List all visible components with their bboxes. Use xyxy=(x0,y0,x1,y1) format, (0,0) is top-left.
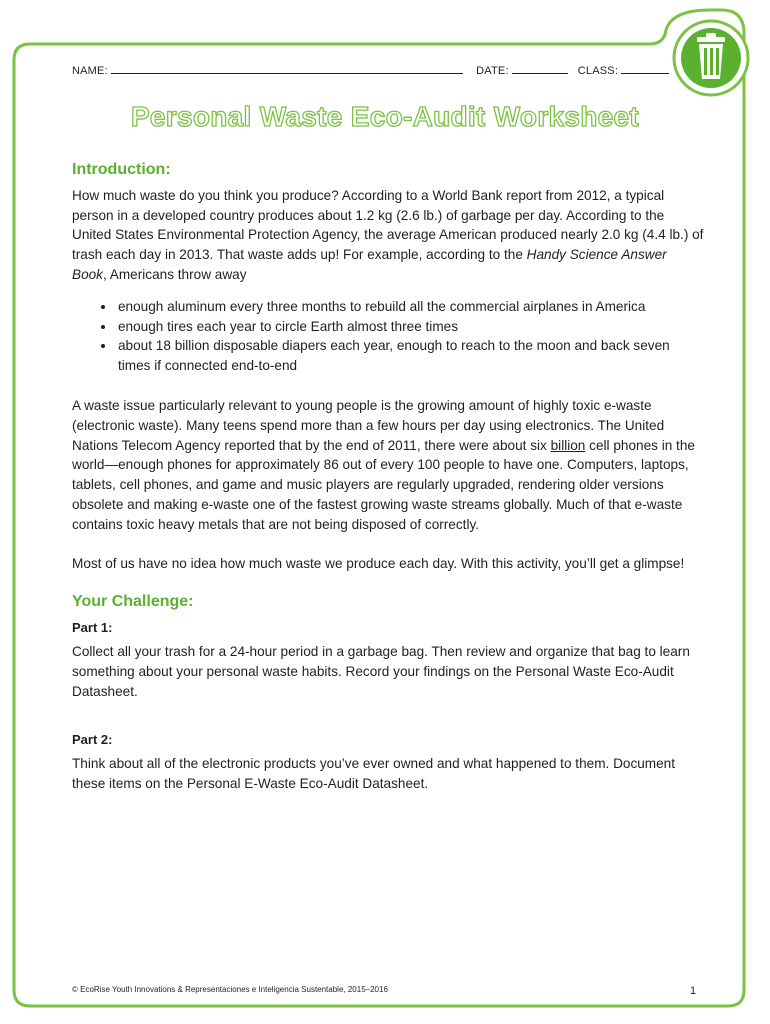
class-field[interactable] xyxy=(621,63,669,74)
page-number: 1 xyxy=(690,985,697,997)
ewaste-text-a: A waste issue particularly relevant to young people is the growing amount of highly toxic e-waste (electronic waste). Many teens spend more than a few hours per day using electronics. The United Nations Telecom Agency reported that by the end of 2011, there were about six xyxy=(72,397,665,453)
list-item: • about 18 billion disposable diapers each year, enough to reach to the moon and back seven times if connected end-to-end xyxy=(116,336,704,376)
copyright-footer: © EcoRise Youth Innovations & Representaciones e Inteligencia Sustentable, 2015–2016 xyxy=(72,985,388,994)
date-label: DATE: xyxy=(476,65,509,77)
intro-text-b: , Americans throw away xyxy=(102,266,247,282)
intro-paragraph xyxy=(72,186,704,285)
introduction-heading: Introduction: xyxy=(72,161,171,178)
trash-can-icon xyxy=(674,21,748,95)
part2-label: Part 2: xyxy=(72,732,113,748)
intro-text-a: How much waste do you think you produce? According to a World Bank report from 2012, a typical person in a developed country produces about 1.2 kg (2.6 lb.) of garbage per day. According to the United States Environmental Protection Agency, the average American produced nearly 2.0 kg (4.4 lb.) of trash each day in 2013. That waste adds up! For example, according to the xyxy=(72,187,704,263)
part1-text: Collect all your trash for a 24-hour period in a garbage bag. Then review and organize that bag to learn something about your personal waste habits. Record your findings on the Personal Waste Eco-Audit Datasheet. xyxy=(72,643,690,699)
date-field[interactable] xyxy=(512,63,568,74)
part1-label: Part 1: xyxy=(72,620,113,636)
name-label: NAME: xyxy=(72,65,108,77)
list-item: • enough aluminum every three months to rebuild all the commercial airplanes in America xyxy=(116,297,704,317)
ewaste-text-b: cell phones in the world—enough phones for approximately 86 out of every 100 people to have one. Computers, laptops, tablets, cell phones, and game and music players are regularly upgraded, rendering older versions obsolete and making e-waste one of the fastest growing waste streams globally. Much of that e-waste contains toxic heavy metals that are not being disposed of correctly. xyxy=(72,437,695,532)
name-field[interactable] xyxy=(111,63,463,74)
glimpse-paragraph: Most of us have no idea how much waste we produce each day. With this activity, you’ll get a glimpse! xyxy=(72,555,685,571)
part2-text: Think about all of the electronic products you’ve ever owned and what happened to them. Document these items on the Personal E-Waste Eco-Audit Datasheet. xyxy=(72,756,676,791)
class-label: CLASS: xyxy=(577,65,619,77)
book-title: Handy Science Answer Book xyxy=(72,247,667,282)
list-item: • enough tires each year to circle Earth almost three times xyxy=(116,317,704,337)
challenge-heading: Your Challenge: xyxy=(72,593,194,611)
waste-facts-list xyxy=(72,297,704,376)
page-title: Personal Waste Eco-Audit Worksheet xyxy=(130,101,640,132)
underlined-word: billion xyxy=(550,437,586,453)
ewaste-paragraph xyxy=(72,396,704,535)
worksheet-body xyxy=(72,160,704,794)
student-info-line xyxy=(72,63,682,77)
